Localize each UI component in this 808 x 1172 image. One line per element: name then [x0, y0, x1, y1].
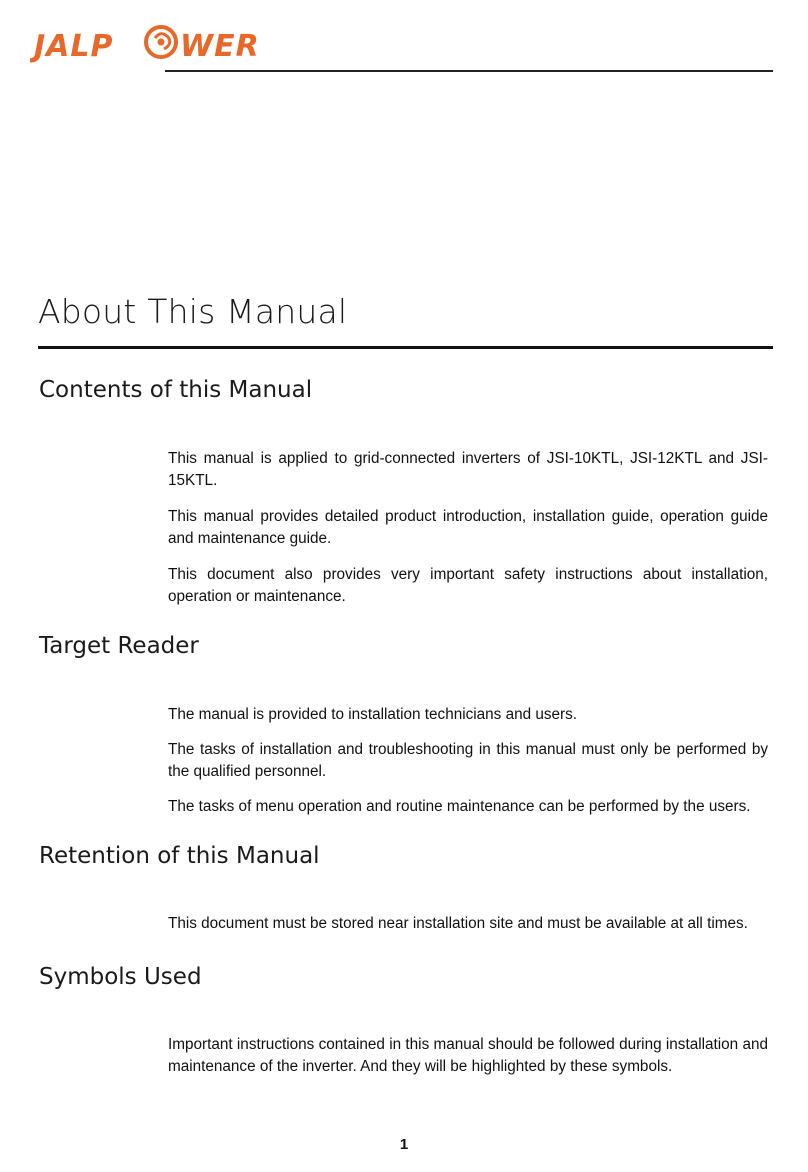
- section-heading-target-reader: Target Reader: [39, 633, 199, 659]
- section-heading-contents: Contents of this Manual: [39, 377, 313, 403]
- paragraph: Important instructions contained in this manual should be followed during installation and maintenance of the inverter. And they will be highlighted by these symbols.: [168, 1036, 768, 1075]
- paragraph: This document must be stored near installation site and must be available at all times.: [168, 915, 748, 932]
- svg-text:WER: WER: [180, 29, 260, 64]
- paragraph: The tasks of menu operation and routine maintenance can be performed by the users.: [168, 798, 751, 815]
- paragraph: The tasks of installation and troubleshooting in this manual must only be performed by the qualified personnel.: [168, 741, 768, 780]
- page-title: About This Manual: [38, 292, 348, 331]
- section-heading-symbols-used: Symbols Used: [39, 964, 202, 990]
- paragraph: The manual is provided to installation technicians and users.: [168, 706, 577, 723]
- power-swirl-icon: [146, 27, 176, 57]
- jalpower-logo: [30, 20, 290, 68]
- page-number: 1: [399, 1136, 409, 1153]
- paragraph: This manual is applied to grid-connected inverters of JSI-10KTL, JSI-12KTL and JSI-15KTL.: [168, 450, 768, 489]
- header-rule: [165, 70, 773, 72]
- svg-text:JALP: JALP: [34, 29, 114, 64]
- section-heading-retention: Retention of this Manual: [39, 843, 320, 869]
- paragraph: This document also provides very important safety instructions about installation, operation or maintenance.: [168, 566, 768, 605]
- title-rule: [38, 346, 773, 349]
- paragraph: This manual provides detailed product introduction, installation guide, operation guide and maintenance guide.: [168, 508, 768, 547]
